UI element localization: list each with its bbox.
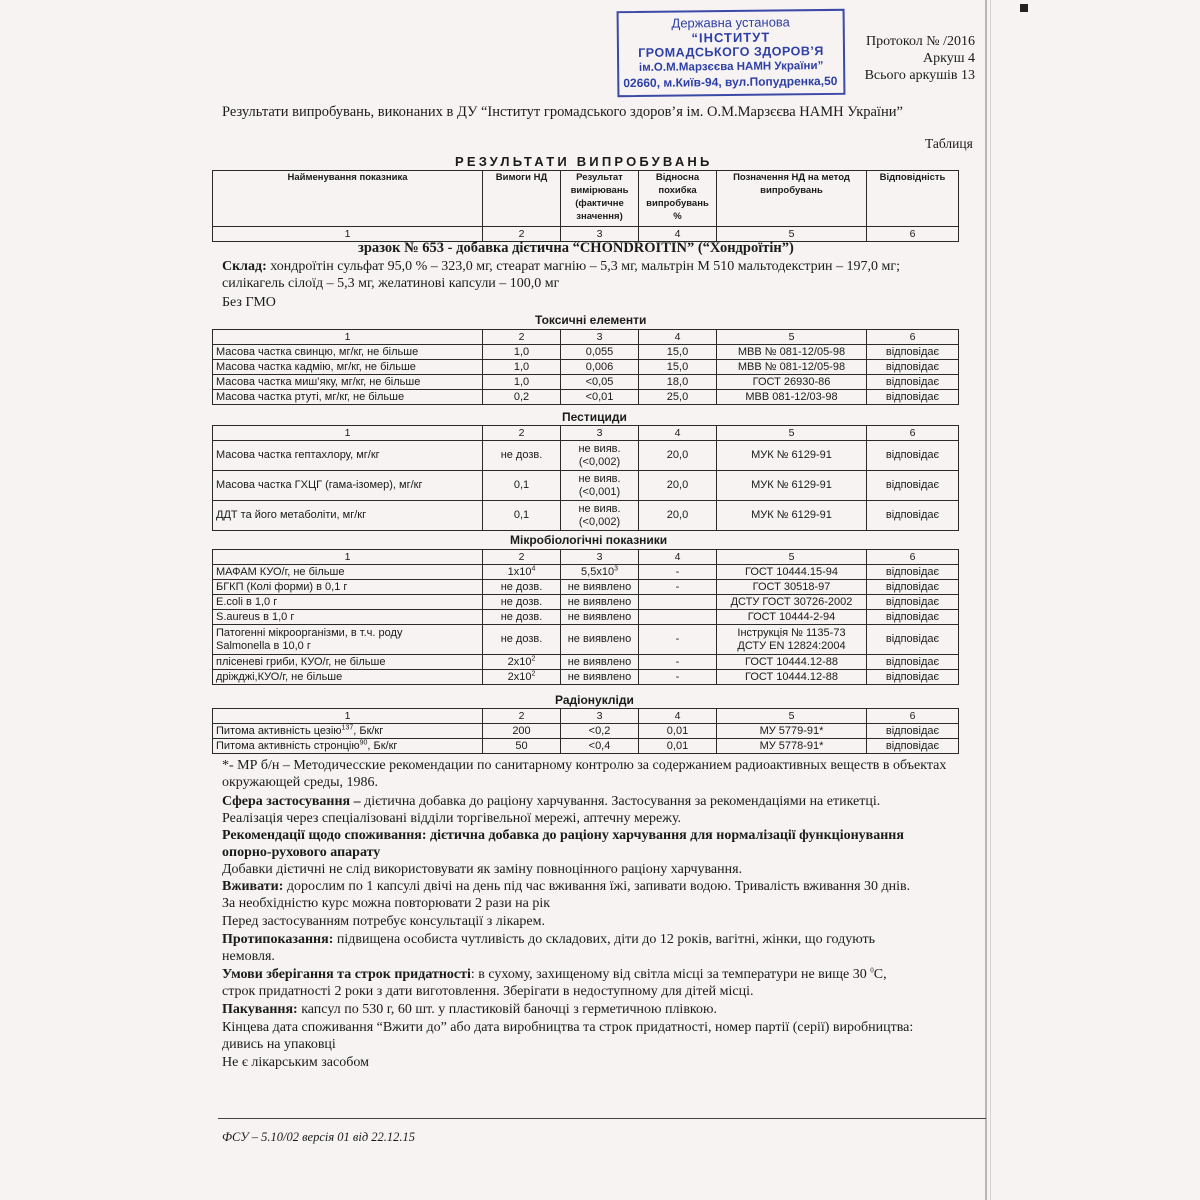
storage-line: строк придатності 2 роки з дати виготовлення. Зберігати в недоступному для дітей місці. <box>222 984 754 999</box>
column-number: 1 <box>213 330 483 345</box>
column-number: 2 <box>483 330 561 345</box>
method: МВВ 081-12/03-98 <box>717 390 867 405</box>
indicator-name: Масова частка миш’яку, мг/кг, не більше <box>213 375 483 390</box>
requirement: 0,1 <box>483 471 561 501</box>
column-number: 5 <box>717 227 867 242</box>
requirement: 50 <box>483 739 561 754</box>
indicator-name-line: Salmonella в 10,0 г <box>216 639 311 652</box>
section-title-toxic: Токсичні елементи <box>535 313 647 327</box>
indicator-name: Масова частка кадмію, мг/кг, не більше <box>213 360 483 375</box>
error: 18,0 <box>639 375 717 390</box>
indicator-name-text: Питома активність стронцію <box>216 739 360 752</box>
indicator-name: E.coli в 1,0 г <box>213 595 483 610</box>
requirement-exponent: 2 <box>531 654 536 662</box>
result: <0,05 <box>561 375 639 390</box>
take-line <box>222 878 910 895</box>
method <box>717 625 867 655</box>
indicator-name-line: Патогенні мікроорганізми, в т.ч. роду <box>216 626 403 639</box>
table-label: Таблиця <box>925 136 973 151</box>
column-number: 2 <box>483 426 561 441</box>
result: не виявлено <box>561 595 639 610</box>
error: 20,0 <box>639 471 717 501</box>
column-number: 1 <box>213 709 483 724</box>
result <box>561 501 639 531</box>
requirement: не дозв. <box>483 625 561 655</box>
error: 20,0 <box>639 441 717 471</box>
requirement: 0,2 <box>483 390 561 405</box>
isotope-number: 137 <box>341 723 354 731</box>
take-line: За необхідністю курс можна повторювати 2 рази на рік <box>222 896 551 911</box>
compliance: відповідає <box>867 655 959 670</box>
method-line: Інструкція № 1135-73 <box>737 626 846 639</box>
requirement: 1,0 <box>483 360 561 375</box>
composition-text: хондроїтін сульфат 95,0 % – 323,0 мг, стеарат магнію – 5,3 мг, мальтрін М 510 мальтодекстрин – 197,0 мг; <box>266 259 901 274</box>
storage-line <box>222 966 887 983</box>
table-row <box>213 375 959 390</box>
requirement-exponent: 4 <box>531 564 536 572</box>
table-row <box>213 390 959 405</box>
sphere-line: Реалізація через спеціалізовані відділи торгівельної мережі, аптечну мережу. <box>222 811 682 826</box>
not-medicine-note: Не є лікарським засобом <box>222 1055 369 1070</box>
result-base: 5,5х10 <box>581 565 615 578</box>
end-date-line: Кінцева дата споживання “Вжити до” або дата виробництва та строк придатності, номер партії (серії) виробництва: <box>222 1020 914 1035</box>
indicator-name: ДДТ та його метаболіти, мг/кг <box>213 501 483 531</box>
footer-divider <box>218 1118 986 1119</box>
storage-unit: С, <box>873 967 887 982</box>
column-number: 3 <box>561 550 639 565</box>
indicator-name: БГКП (Колі форми) в 0,1 г <box>213 580 483 595</box>
compliance: відповідає <box>867 501 959 531</box>
compliance: відповідає <box>867 375 959 390</box>
compliance: відповідає <box>867 724 959 739</box>
column-number: 6 <box>867 426 959 441</box>
protocol-number: Протокол № /2016 <box>866 34 975 49</box>
error: - <box>639 580 717 595</box>
requirement: 200 <box>483 724 561 739</box>
header-cell: Відносна похибка випробувань % <box>639 171 717 227</box>
paper-edge-shadow <box>990 0 991 1200</box>
method: МУК № 6129-91 <box>717 501 867 531</box>
column-number: 4 <box>639 709 717 724</box>
column-number: 5 <box>717 709 867 724</box>
stamp-line: ім.О.М.Марзєєва НАМН України” <box>638 60 824 74</box>
indicator-unit: , Бк/кг <box>367 739 398 752</box>
contra-label: Протипоказання: <box>222 932 334 947</box>
error: 15,0 <box>639 360 717 375</box>
recommendation-text: Рекомендації щодо споживання: дієтична добавка до раціону харчування для нормалізації функціонування <box>222 828 904 843</box>
error: - <box>639 565 717 580</box>
column-number: 3 <box>561 426 639 441</box>
section-title-microbiology: Мікробіологічні показники <box>510 533 668 547</box>
table-row <box>213 610 959 625</box>
results-header-table <box>212 170 959 242</box>
composition-line <box>222 258 900 275</box>
stamp-line: 02660, м.Київ-94, вул.Попудренка,50 <box>623 73 838 91</box>
requirement-base: 1х10 <box>507 565 532 578</box>
corner-mark <box>1020 4 1028 12</box>
result-line: (<0,001) <box>578 485 621 498</box>
method: ГОСТ 10444.15-94 <box>717 565 867 580</box>
column-number: 4 <box>639 550 717 565</box>
table-row <box>213 565 959 580</box>
storage-text: : в сухому, захищеному від світла місці за температури не вище 30 <box>470 967 871 982</box>
error: 15,0 <box>639 345 717 360</box>
section-title-pesticides: Пестициди <box>562 410 627 424</box>
method: ДСТУ ГОСТ 30726-2002 <box>717 595 867 610</box>
column-number: 5 <box>717 550 867 565</box>
institution-stamp <box>617 9 846 97</box>
method-line: ДСТУ EN 12824:2004 <box>737 639 846 652</box>
requirement <box>483 670 561 685</box>
error: 0,01 <box>639 724 717 739</box>
result: не виявлено <box>561 580 639 595</box>
result: <0,01 <box>561 390 639 405</box>
column-number: 4 <box>639 227 717 242</box>
result-line: (<0,002) <box>578 515 621 528</box>
result <box>561 471 639 501</box>
compliance: відповідає <box>867 670 959 685</box>
table-row <box>213 360 959 375</box>
column-number: 6 <box>867 550 959 565</box>
result <box>561 441 639 471</box>
compliance: відповідає <box>867 625 959 655</box>
result: не виявлено <box>561 625 639 655</box>
method: МУ 5778-91* <box>717 739 867 754</box>
indicator-name: S.aureus в 1,0 г <box>213 610 483 625</box>
requirement: не дозв. <box>483 610 561 625</box>
error: 20,0 <box>639 501 717 531</box>
packing-line <box>222 1001 717 1018</box>
compliance: відповідає <box>867 565 959 580</box>
indicator-name: Масова частка гептахлору, мг/кг <box>213 441 483 471</box>
isotope-number: 90 <box>359 738 368 746</box>
result-line: не вияв. <box>578 502 621 515</box>
result: 0,055 <box>561 345 639 360</box>
packing-text: капсул по 530 г, 60 шт. у пластиковій баночці з герметичною плівкою. <box>297 1002 717 1017</box>
column-number: 1 <box>213 227 483 242</box>
compliance: відповідає <box>867 360 959 375</box>
note-line: Добавки дієтичні не слід використовувати як заміну повноцінного раціону харчування. <box>222 862 743 877</box>
error: - <box>639 670 717 685</box>
method: ГОСТ 10444.12-88 <box>717 670 867 685</box>
indicator-unit: , Бк/кг <box>353 724 384 737</box>
recommendation-text: опорно-рухового апарату <box>222 845 381 860</box>
end-date-line: дивись на упаковці <box>222 1037 336 1052</box>
composition-line: силікагель сілоїд – 5,3 мг, желатинові капсули – 100,0 мг <box>222 276 560 291</box>
column-number: 3 <box>561 227 639 242</box>
pesticides-table <box>212 425 959 531</box>
compliance: відповідає <box>867 471 959 501</box>
result: не виявлено <box>561 655 639 670</box>
method: МУК № 6129-91 <box>717 441 867 471</box>
error <box>639 610 717 625</box>
indicator-name <box>213 625 483 655</box>
packing-label: Пакування: <box>222 1002 298 1017</box>
requirement: 1,0 <box>483 345 561 360</box>
requirement: 1,0 <box>483 375 561 390</box>
paper-edge <box>985 0 987 1200</box>
column-number: 3 <box>561 709 639 724</box>
table-row <box>213 580 959 595</box>
results-title: РЕЗУЛЬТАТИ ВИПРОБУВАНЬ <box>455 154 713 169</box>
table-row <box>213 670 959 685</box>
indicator-name: Масова частка ГХЦГ (гама-ізомер), мг/кг <box>213 471 483 501</box>
result-line: не вияв. <box>578 472 621 485</box>
result: 0,006 <box>561 360 639 375</box>
sphere-text: дієтична добавка до раціону харчування. Застосування за рекомендаціями на етикетці. <box>360 794 881 809</box>
error: 25,0 <box>639 390 717 405</box>
result-line: не вияв. <box>578 442 621 455</box>
table-row <box>213 655 959 670</box>
column-number: 4 <box>639 426 717 441</box>
stamp-line: ГРОМАДСЬКОГО ЗДОРОВ’Я <box>638 44 824 60</box>
requirement-exponent: 2 <box>531 669 536 677</box>
toxic-elements-table <box>212 329 959 405</box>
method: ГОСТ 30518-97 <box>717 580 867 595</box>
method: ГОСТ 10444.12-88 <box>717 655 867 670</box>
requirement: не дозв. <box>483 595 561 610</box>
compliance: відповідає <box>867 580 959 595</box>
column-number: 6 <box>867 330 959 345</box>
recommendation-line <box>222 827 904 844</box>
microbiology-table <box>212 549 959 685</box>
stamp-line: Державна установа <box>671 14 790 31</box>
error: 0,01 <box>639 739 717 754</box>
compliance: відповідає <box>867 390 959 405</box>
result: не виявлено <box>561 610 639 625</box>
indicator-name <box>213 724 483 739</box>
error: - <box>639 655 717 670</box>
take-line: Перед застосуванням потребує консультації з лікарем. <box>222 914 545 929</box>
document-subtitle: Результати випробувань, виконаних в ДУ “Інститут громадського здоров’я ім. О.М.Марзєєва НАМН України” <box>222 104 903 120</box>
method: МВВ № 081-12/05-98 <box>717 345 867 360</box>
table-row <box>213 441 959 471</box>
radionuclides-table <box>212 708 959 754</box>
result: <0,4 <box>561 739 639 754</box>
compliance: відповідає <box>867 610 959 625</box>
contra-line <box>222 931 875 948</box>
method: ГОСТ 10444-2-94 <box>717 610 867 625</box>
indicator-name <box>213 739 483 754</box>
column-number: 5 <box>717 426 867 441</box>
error: - <box>639 625 717 655</box>
requirement-base: 2х10 <box>507 655 532 668</box>
contra-text: підвищена особиста чутливість до складових, діти до 12 років, вагітні, жінки, що годують <box>333 932 875 947</box>
compliance: відповідає <box>867 595 959 610</box>
requirement: не дозв. <box>483 441 561 471</box>
requirement: 0,1 <box>483 501 561 531</box>
gmo-note: Без ГМО <box>222 295 276 310</box>
column-number: 2 <box>483 709 561 724</box>
column-number: 1 <box>213 426 483 441</box>
storage-label: Умови зберігання та строк придатності <box>222 967 471 982</box>
section-title-radionuclides: Радіонукліди <box>555 693 634 707</box>
requirement <box>483 565 561 580</box>
take-text: дорослим по 1 капсулі двічі на день під час вживання їжі, запивати водою. Тривалість вживання 30 днів. <box>283 879 911 894</box>
table-row <box>213 625 959 655</box>
column-number: 5 <box>717 330 867 345</box>
requirement <box>483 655 561 670</box>
header-cell: Вимоги НД <box>483 171 561 227</box>
header-cell: Найменування показника <box>213 171 483 227</box>
error <box>639 595 717 610</box>
mr-note-line: *- МР б/н – Методичесские рекомендации по санитарному контролю за содержанием радиоактивных веществ в объектах <box>222 758 947 773</box>
protocol-sheet: Аркуш 4 <box>923 51 975 66</box>
column-number: 3 <box>561 330 639 345</box>
composition-label: Склад: <box>222 259 267 274</box>
header-cell: Відповідність <box>867 171 959 227</box>
header-cell: Позначення НД на метод випробувань <box>717 171 867 227</box>
compliance: відповідає <box>867 739 959 754</box>
table-row <box>213 345 959 360</box>
indicator-name-text: Питома активність цезію <box>216 724 342 737</box>
table-row <box>213 595 959 610</box>
result: <0,2 <box>561 724 639 739</box>
result <box>561 565 639 580</box>
indicator-name: дріжджі,КУО/г, не більше <box>213 670 483 685</box>
method: МУ 5779-91* <box>717 724 867 739</box>
protocol-info <box>855 33 975 84</box>
take-label: Вживати: <box>222 879 284 894</box>
table-row <box>213 501 959 531</box>
method: МВВ № 081-12/05-98 <box>717 360 867 375</box>
table-row <box>213 724 959 739</box>
column-number: 6 <box>867 227 959 242</box>
sphere-label: Сфера застосування – <box>222 794 361 809</box>
form-footer: ФСУ – 5.10/02 версія 01 від 22.12.15 <box>222 1130 416 1144</box>
protocol-total-sheets: Всього аркушів 13 <box>864 68 975 83</box>
compliance: відповідає <box>867 345 959 360</box>
header-cell: Результат вимірювань (фактичне значення) <box>561 171 639 227</box>
table-row <box>213 739 959 754</box>
sphere-line <box>222 793 880 810</box>
stamp-line: “ІНСТИТУТ <box>691 29 771 46</box>
column-number: 2 <box>483 550 561 565</box>
method: ГОСТ 26930-86 <box>717 375 867 390</box>
compliance: відповідає <box>867 441 959 471</box>
method: МУК № 6129-91 <box>717 471 867 501</box>
result: не виявлено <box>561 670 639 685</box>
indicator-name: МАФАМ КУО/г, не більше <box>213 565 483 580</box>
degree-mark: 0 <box>870 966 874 975</box>
result-exponent: 3 <box>614 564 618 572</box>
column-number: 6 <box>867 709 959 724</box>
column-number: 2 <box>483 227 561 242</box>
result-line: (<0,002) <box>578 455 621 468</box>
column-number: 4 <box>639 330 717 345</box>
contra-line: немовля. <box>222 949 275 964</box>
indicator-name: плісеневі гриби, КУО/г, не більше <box>213 655 483 670</box>
indicator-name: Масова частка свинцю, мг/кг, не більше <box>213 345 483 360</box>
table-row <box>213 471 959 501</box>
requirement-base: 2х10 <box>507 670 532 683</box>
recommendation-line <box>222 844 380 861</box>
sample-title: зразок № 653 - добавка дієтична “CHONDROITIN” (“Хондроїтін”) <box>358 240 794 256</box>
mr-note-line: окружающей среды, 1986. <box>222 775 379 790</box>
indicator-name: Масова частка ртуті, мг/кг, не більше <box>213 390 483 405</box>
requirement: не дозв. <box>483 580 561 595</box>
column-number: 1 <box>213 550 483 565</box>
